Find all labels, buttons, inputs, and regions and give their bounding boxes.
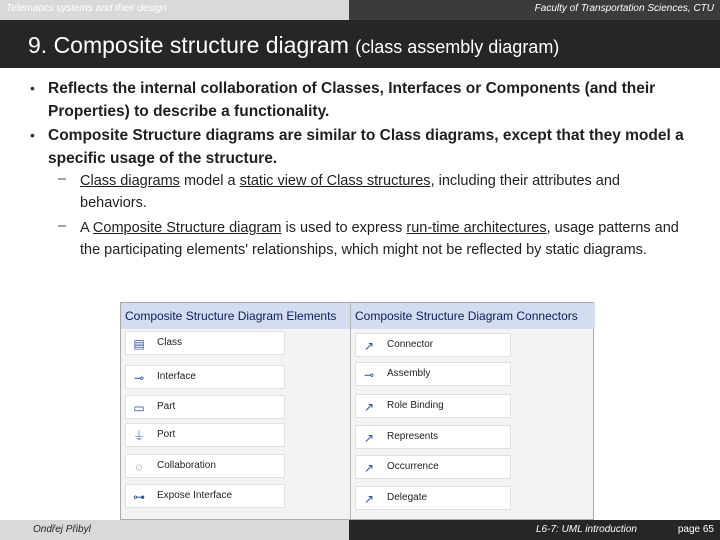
toolbox-item-assembly[interactable]: [355, 362, 511, 386]
toolbox-item-interface[interactable]: [125, 365, 285, 389]
toolbox-item-represents[interactable]: [355, 425, 511, 449]
link-run-time-architectures[interactable]: run-time architectures: [406, 220, 547, 236]
sub-text: , usage patterns and the participating elements' relationships, which might not be reflected by static diagrams.: [80, 220, 679, 258]
expose-interface-icon: ⊶: [133, 490, 145, 504]
slide-title-sub: (class assembly diagram): [355, 37, 560, 57]
sub-bullet-marker: –: [58, 218, 67, 234]
toolbox-item-label: Interface: [157, 371, 196, 382]
toolbox-item-occurrence[interactable]: [355, 455, 511, 479]
footer-left: [0, 520, 349, 540]
sub-text: , including their attributes and behaviors.: [80, 173, 620, 211]
header-course-title: Telematics systems and their design: [6, 3, 167, 14]
toolbox-item-label: Part: [157, 401, 176, 412]
occurrence-icon: ↗: [363, 461, 375, 475]
link-class-diagrams[interactable]: Class diagrams: [80, 173, 180, 189]
footer-author: Ondřej Přibyl: [33, 524, 91, 535]
toolbox-item-label: Occurrence: [387, 461, 439, 472]
footer-bar: [0, 520, 720, 540]
toolbox-item-label: Role Binding: [387, 400, 444, 411]
bullet-item: Composite Structure diagrams are similar to Class diagrams, except that they model a specific usage of the structure.: [48, 127, 684, 167]
toolbox-item-port[interactable]: [125, 423, 285, 447]
sub-bullet-marker: –: [58, 171, 67, 187]
footer-page-number: page 65: [677, 524, 714, 535]
toolbox-item-label: Assembly: [387, 368, 431, 379]
footer-lecture: L6-7: UML introduction: [536, 524, 637, 535]
toolbox-item-collaboration[interactable]: [125, 454, 285, 478]
link-static-view[interactable]: static view of Class structures: [239, 173, 431, 189]
port-icon: ⏚: [132, 429, 145, 443]
toolbox-item-label: Expose Interface: [157, 490, 233, 501]
sub-text: model a: [179, 173, 240, 189]
delegate-icon: ↗: [363, 492, 375, 506]
connectors-header: Composite Structure Diagram Connectors: [351, 303, 595, 329]
toolbox-item-label: Delegate: [387, 492, 428, 503]
connector-icon: ↗: [363, 339, 375, 353]
toolbox-item-delegate[interactable]: [355, 486, 511, 510]
header-bar: [0, 0, 720, 20]
link-composite-structure-diagram[interactable]: Composite Structure diagram: [92, 220, 282, 236]
toolbox-item-expose-interface[interactable]: [125, 484, 285, 508]
toolbox-panel: [120, 302, 594, 520]
class-icon: ▤: [133, 337, 145, 351]
represents-icon: ↗: [363, 431, 375, 445]
toolbox-item-label: Connector: [387, 339, 434, 350]
toolbox-item-role-binding[interactable]: [355, 394, 511, 418]
toolbox-item-label: Class: [157, 337, 183, 348]
toolbox-item-label: Represents: [387, 431, 439, 442]
column-divider: [350, 303, 351, 521]
header-faculty: Faculty of Transportation Sciences, CTU: [534, 3, 714, 14]
footer-right: [349, 520, 720, 540]
sub-text: A: [80, 220, 93, 236]
role-binding-icon: ↗: [363, 400, 375, 414]
toolbox-item-label: Port: [157, 429, 176, 440]
sub-text: is used to express: [281, 220, 407, 236]
toolbox-item-connector[interactable]: [355, 333, 511, 357]
slide-title-main: 9. Composite structure diagram: [28, 32, 356, 58]
header-right: [349, 0, 720, 20]
sub-bullet-item: [80, 171, 690, 214]
interface-icon: ⊸: [133, 371, 145, 385]
bullet-marker: •: [30, 127, 35, 143]
toolbox-item-label: Collaboration: [157, 460, 216, 471]
header-left: [0, 0, 349, 20]
collaboration-icon: ◌: [135, 460, 143, 474]
slide-title: [28, 32, 559, 59]
part-icon: ▭: [133, 401, 145, 415]
elements-header: Composite Structure Diagram Elements: [121, 303, 350, 329]
bullet-item: Reflects the internal collaboration of Classes, Interfaces or Components (and their Properties) to describe a functionality.: [48, 80, 656, 120]
assembly-icon: ⊸: [363, 368, 375, 382]
bullet-marker: •: [30, 80, 35, 96]
sub-bullet-item: [80, 218, 690, 261]
toolbox-item-class[interactable]: [125, 331, 285, 355]
toolbox-item-part[interactable]: [125, 395, 285, 419]
